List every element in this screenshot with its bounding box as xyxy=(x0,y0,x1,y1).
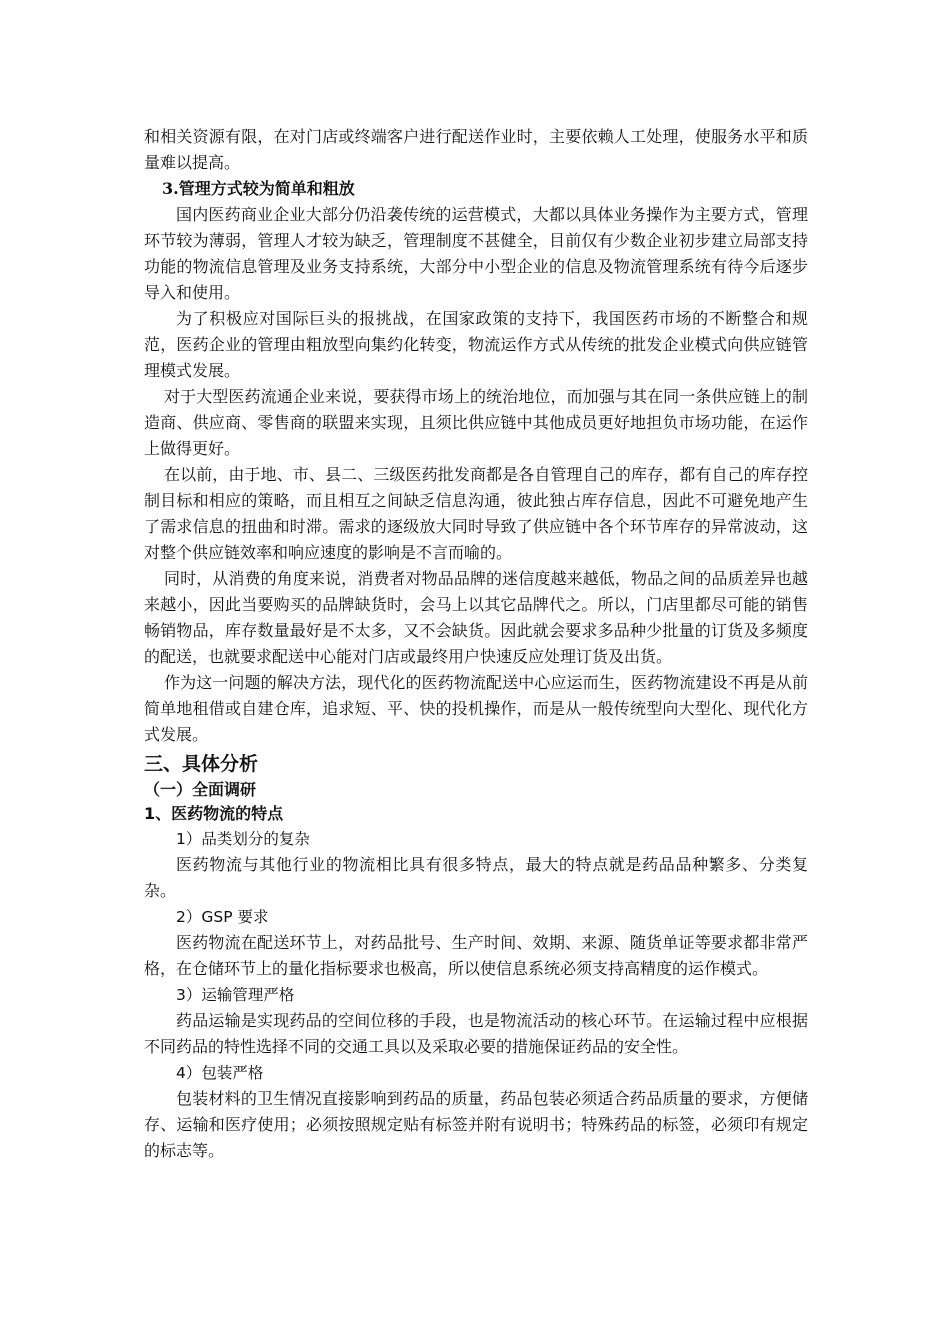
paragraph-2: 为了积极应对国际巨头的报挑战，在国家政策的支持下，我国医药市场的不断整合和规范，医药企业的管理由粗放型向集约化转变，物流运作方式从传统的批发企业模式向供应链管理模式发展。 xyxy=(144,309,808,380)
section-title: 三、具体分析 xyxy=(144,753,259,775)
document-page xyxy=(144,124,808,1164)
subsubsection-title: 1、医药物流的特点 xyxy=(144,804,284,823)
paragraph-6: 作为这一问题的解决方法，现代化的医药物流配送中心应运而生，医药物流建设不再是从前简单地租借或自建仓库，追求短、平、快的投机操作，而是从一般传统型向大型化、现代化方式发展。 xyxy=(144,673,808,744)
paragraph-1: 国内医药商业企业大部分仍沿袭传统的运营模式，大都以具体业务操作为主要方式，管理环节较为薄弱，管理人才较为缺乏，管理制度不甚健全，目前仅有少数企业初步建立局部支持功能的物流信息管理及业务支持系统，大部分中小型企业的信息及物流管理系统有待今后逐步导入和使用。 xyxy=(144,205,808,302)
subsection-title: （一）全面调研 xyxy=(144,780,257,799)
paragraph-5: 同时，从消费的角度来说，消费者对物品品牌的迷信度越来越低，物品之间的品质差异也越来越小，因此当要购买的品牌缺货时，会马上以其它品牌代之。所以，门店里都尽可能的销售畅销物品，库存数量最好是不太多，又不会缺货。因此就会要求多品种少批量的订货及多频度的配送，也就要求配送中心能对门店或最终用户快速反应处理订货及出货。 xyxy=(144,569,808,666)
paragraph-4: 在以前，由于地、市、县二、三级医药批发商都是各自管理自己的库存，都有自己的库存控制目标和相应的策略，而且相互之间缺乏信息沟通，彼此独占库存信息，因此不可避免地产生了需求信息的扭曲和时滞。需求的逐级放大同时导致了供应链中各个环节库存的异常波动，这对整个供应链效率和响应速度的影响是不言而喻的。 xyxy=(144,465,808,562)
item-label-4: 4）包装严格 xyxy=(176,1064,264,1082)
item-text-2: 医药物流在配送环节上，对药品批号、生产时间、效期、来源、随货单证等要求都非常严格，在仓储环节上的量化指标要求也极高，所以使信息系统必须支持高精度的运作模式。 xyxy=(144,933,808,978)
item-text-1: 医药物流与其他行业的物流相比具有很多特点，最大的特点就是药品品种繁多、分类复杂。 xyxy=(144,855,808,900)
item-label-2: 2）GSP 要求 xyxy=(176,908,269,926)
item-label-3: 3）运输管理严格 xyxy=(176,986,295,1004)
paragraph-3: 对于大型医药流通企业来说，要获得市场上的统治地位，而加强与其在同一条供应链上的制造商、供应商、零售商的联盟来实现，且须比供应链中其他成员更好地担负市场功能，在运作上做得更好。 xyxy=(144,387,808,458)
paragraph-0: 和相关资源有限，在对门店或终端客户进行配送作业时，主要依赖人工处理，使服务水平和质量难以提高。 xyxy=(144,127,808,172)
heading-management: 3.管理方式较为简单和粗放 xyxy=(162,179,355,198)
item-text-3: 药品运输是实现药品的空间位移的手段，也是物流活动的核心环节。在运输过程中应根据不同药品的特性选择不同的交通工具以及采取必要的措施保证药品的安全性。 xyxy=(144,1011,808,1056)
item-label-1: 1）品类划分的复杂 xyxy=(176,830,310,848)
item-text-4: 包装材料的卫生情况直接影响到药品的质量，药品包装必须适合药品质量的要求，方便储存、运输和医疗使用；必须按照规定贴有标签并附有说明书；特殊药品的标签，必须印有规定的标志等。 xyxy=(144,1089,808,1160)
